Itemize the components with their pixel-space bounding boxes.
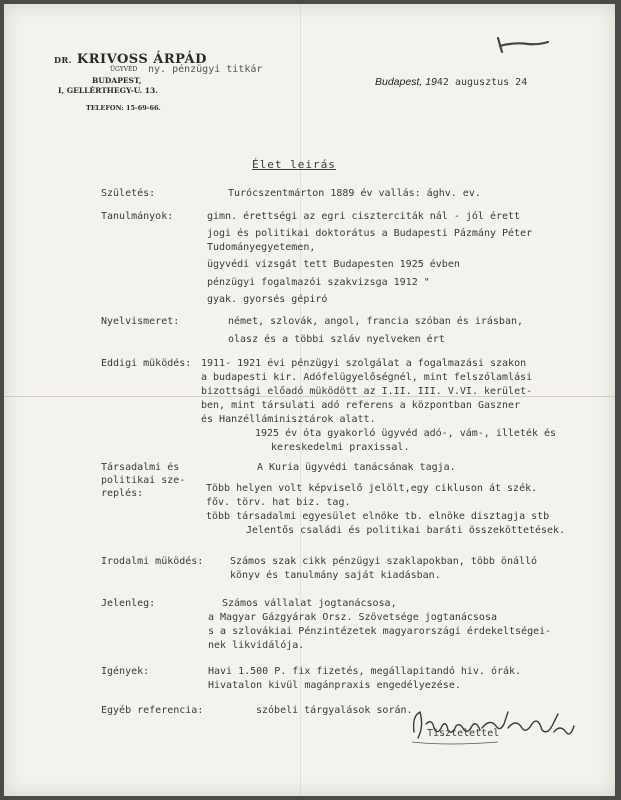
label-claims: Igények: (101, 666, 150, 677)
label-current: Jelenleg: (101, 598, 156, 609)
letterhead-title: ny. pénzügyi titkár (148, 64, 263, 75)
career-line-5: és Hanzélláminisztárok alatt. (201, 414, 376, 425)
text-birth: Turócszentmárton 1889 év vallás: ághv. ev. (228, 188, 481, 199)
career-line-3: bizottsági előadó müködött az I.II. III. V.VI. kerület- (201, 386, 533, 397)
pencil-mark-icon (494, 32, 554, 56)
career-line-4: ben, mint társulati adó referens a központban Gaszner (201, 400, 521, 411)
literary-line-2: könyv és tanulmány saját kiadásban. (230, 570, 441, 581)
social-line-4: több társadalmi egyesület elnöke tb. elnöke disztagja stb (206, 511, 550, 522)
letterhead-name: DR. KRIVOSS ÁRPÁD (54, 52, 207, 67)
career-line-1: 1911- 1921 évi pénzügyi szolgálat a fogalmazási szakon (201, 358, 527, 369)
claims-line-1: Havi 1.500 P. fix fizetés, megállapitandó hiv. órák. (208, 666, 522, 677)
text-reference: szóbeli tárgyalások során. (256, 705, 413, 716)
handwritten-signature (408, 702, 578, 750)
career-line-7: kereskedelmi praxissal. (271, 442, 410, 453)
label-career: Eddigi müködés: (101, 358, 192, 369)
social-line-2: Több helyen volt képviselő jelölt,egy cikluson át szék. (206, 483, 538, 494)
studies-line-3: Tudományegyetemen, (207, 242, 316, 253)
social-line-3: főv. törv. hat biz. tag. (206, 497, 351, 508)
letterhead-phone: TELEFON: 15-69-66. (86, 104, 161, 112)
studies-line-6: gyak. gyorsés gépiró (207, 294, 328, 305)
current-line-4: nek likvidálója. (208, 640, 305, 651)
languages-line-1: német, szlovák, angol, francia szóban és irásban, (228, 316, 524, 327)
letterhead-profession: ÜGYVÉD (110, 66, 138, 73)
label-reference: Egyéb referencia: (101, 705, 204, 716)
label-social-2: politikai sze- (101, 475, 186, 486)
current-line-1: Számos vállalat jogtanácsosa, (222, 598, 397, 609)
literary-line-1: Számos szak cikk pénzügyi szaklapokban, több önálló (230, 556, 538, 567)
closing-text: Tisztelettel (427, 728, 500, 739)
label-social-3: replés: (101, 488, 144, 499)
date-line: Budapest, 1942 augusztus 24 (375, 76, 528, 88)
letterhead-address: I, GELLÉRTHEGY-U. 13. (58, 86, 158, 95)
social-line-5: Jelentős családi és politikai baráti összeköttetések. (246, 525, 566, 536)
document-title: Élet leirás (252, 158, 336, 171)
career-line-2: a budapesti kir. Adófelügyelőségnél, mint felszólamlási (201, 372, 533, 383)
studies-line-1: gimn. érettségi az egri ciszterciták nál - jól érett (207, 211, 521, 222)
label-birth: Születés: (101, 188, 156, 199)
claims-line-2: Hivatalon kivül magánpraxis engedélyezése. (208, 680, 461, 691)
studies-line-4: ügyvédi vizsgát tett Budapesten 1925 évben (207, 259, 460, 270)
studies-line-5: pénzügyi fogalmazói szakvizsga 1912 " (207, 277, 430, 288)
current-line-2: a Magyar Gázgyárak Orsz. Szövetsége jogtanácsosa (208, 612, 497, 623)
current-line-3: s a szlovákiai Pénzintézetek magyarországi érdekeltségei- (208, 626, 552, 637)
label-languages: Nyelvismeret: (101, 316, 180, 327)
languages-line-2: olasz és a többi szláv nyelveken ért (228, 334, 445, 345)
label-social-1: Társadalmi és (101, 462, 180, 473)
label-studies: Tanulmányok: (101, 211, 174, 222)
studies-line-2: jogi és politikai doktorátus a Budapesti Pázmány Péter (207, 228, 533, 239)
label-literary: Irodalmi müködés: (101, 556, 204, 567)
social-line-1: A Kuria ügyvédi tanácsának tagja. (257, 462, 456, 473)
career-line-6: 1925 év óta gyakorló ügyvéd adó-, vám-, illeték és (255, 428, 557, 439)
letterhead-city: BUDAPEST, (92, 76, 142, 85)
